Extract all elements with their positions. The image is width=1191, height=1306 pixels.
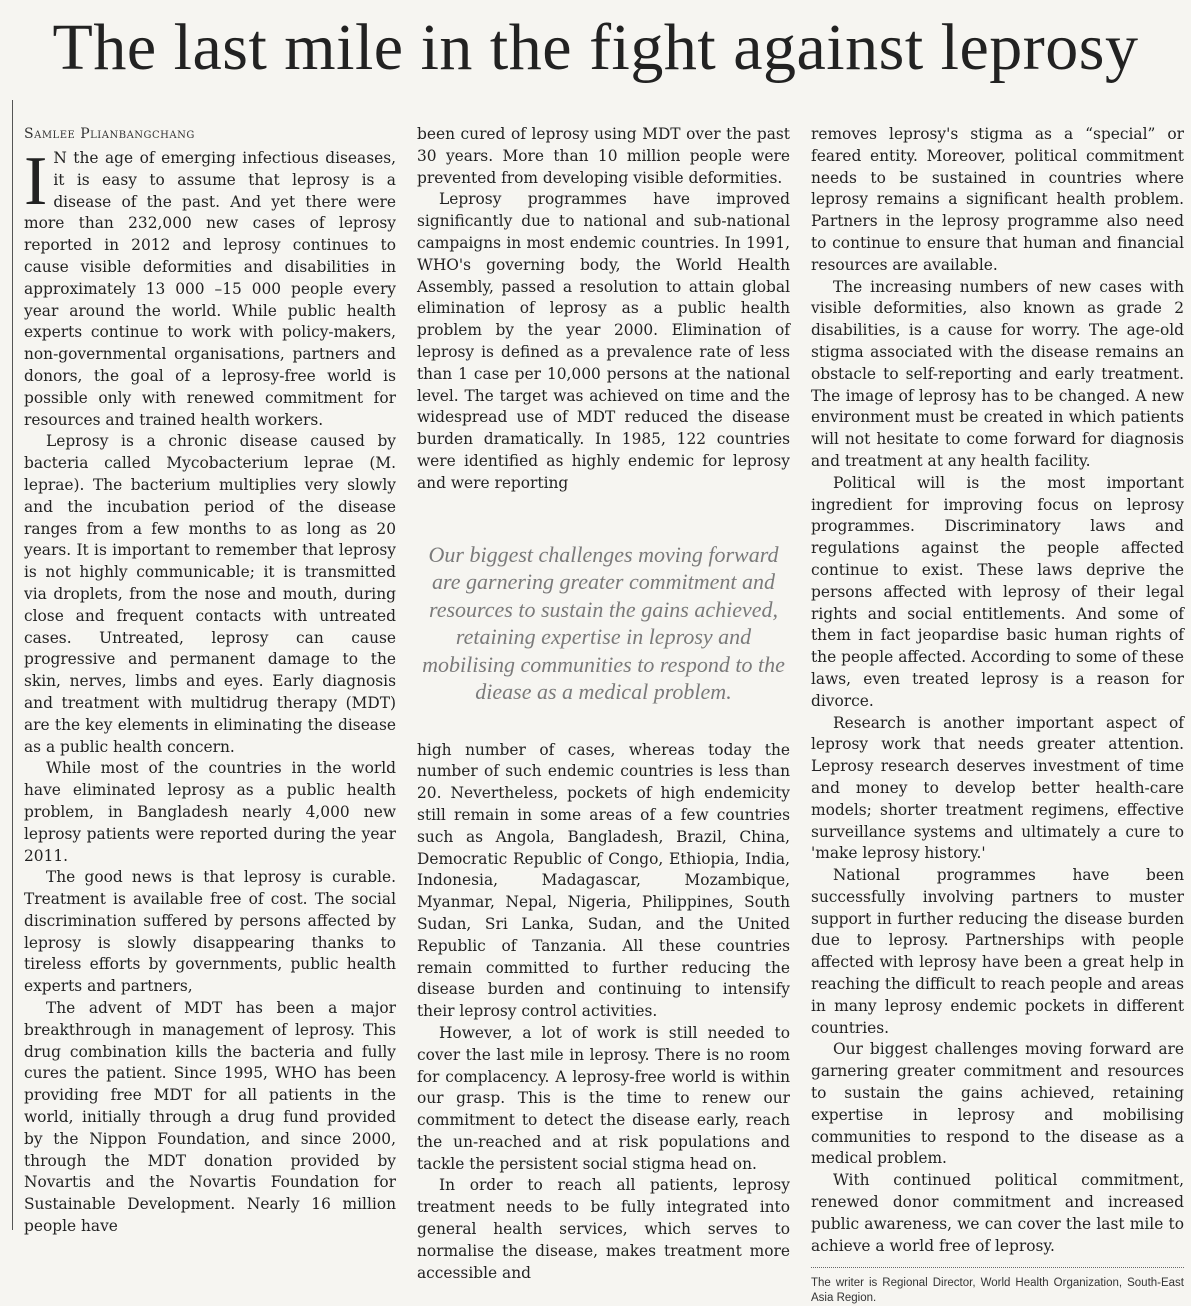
author-note: The writer is Regional Director, World Health Organization, South-East Asia Region.: [811, 1267, 1184, 1306]
article-column-2: [417, 124, 790, 1284]
lead-paragraph-text: N the age of emerging infectious diseases, it is easy to assume that leprosy is a disease of the past. And yet there were more than 232,000 new cases of leprosy reported in 2012 and leprosy continues to cause visible deformities and disabilities in approximately 13 000 –15 000 people every year around the world. While public health experts continue to work with policy-makers, non-governmental organisations, partners and donors, the goal of a leprosy-free world is possible only with renewed commitment for resources and trained health workers.: [24, 149, 396, 429]
adjacent-column-edge: [0, 100, 13, 1230]
paragraph: National programmes have been successfully involving partners to muster support in further reducing the disease burden due to leprosy. Partnerships with people affected with leprosy have been a great help in reaching the difficult to reach people and areas in many leprosy endemic pockets in different countries.: [811, 866, 1184, 1037]
paragraph: The good news is that leprosy is curable. Treatment is available free of cost. The social discrimination suffered by persons affected by leprosy is slowly disappearing thanks to tireless efforts by governments, public health experts and partners,: [24, 868, 396, 996]
paragraph: Leprosy programmes have improved significantly due to national and sub-national campaigns in most endemic countries. In 1991, WHO's governing body, the World Health Assembly, passed a resolution to attain global elimination of leprosy as a public health problem by the year 2000. Elimination of leprosy is defined as a prevalence rate of less than 1 case per 10,000 persons at the national level. The target was achieved on time and the widespread use of MDT reduced the disease burden dramatically. In 1985, 122 countries were identified as highly endemic for leprosy and were reporting: [417, 190, 790, 492]
paragraph: Research is another important aspect of leprosy work that needs greater attention. Leprosy research deserves investment of time and money to develop better health-care models; shorter treatment regimens, effective surveillance systems and ultimately a cure to 'make leprosy history.': [811, 713, 1184, 863]
paragraph: Our biggest challenges moving forward are garnering greater commitment and resources to sustain the gains achieved, retaining expertise in leprosy and mobilising communities to respond to the disease as a medical problem.: [811, 1040, 1184, 1168]
article-column-3: [811, 124, 1184, 1306]
paragraph: While most of the countries in the world have eliminated leprosy as a public health problem, in Bangladesh nearly 4,000 new leprosy patients were reported during the year 2011.: [24, 759, 396, 865]
lead-paragraph: [24, 143, 396, 431]
article-column-1: [24, 124, 396, 1238]
paragraph-continued: removes leprosy's stigma as a “special” or feared entity. Moreover, political commitment needs to be sustained in countries where leprosy remains a significant health problem. Partners in the leprosy programme also need to continue to ensure that human and financial resources are available.: [811, 125, 1184, 274]
headline: The last mile in the fight against leprosy: [52, 11, 1139, 84]
paragraph-continued: high number of cases, whereas today the number of such endemic countries is less than 20. Nevertheless, pockets of high endemicity still remain in some areas of a few countries such as Angola, Bangladesh, Brazil, China, Democratic Republic of Congo, Ethiopia, India, Indonesia, Madagascar, Mozambique, Myanmar, Nepal, Nigeria, Philippines, South Sudan, Sri Lanka, Sudan, and the United Republic of Tanzania. All these countries remain committed to further reducing the disease burden and continuing to intensify their leprosy control activities.: [417, 740, 790, 1021]
paragraph: However, a lot of work is still needed to cover the last mile in leprosy. There is no room for complacency. A leprosy-free world is within our grasp. This is the time to renew our commitment to detect the disease early, reach the un-reached and at risk populations and tackle the persistent social stigma head on.: [417, 1023, 790, 1173]
paragraph: The increasing numbers of new cases with visible deformities, also known as grade 2 disabilities, is a cause for worry. The age-old stigma associated with the disease remains an obstacle to self-reporting and early treatment. The image of leprosy has to be changed. A new environment must be created in which patients will not hesitate to come forward for diagnosis and treatment at any health facility.: [811, 277, 1184, 470]
paragraph: Leprosy is a chronic disease caused by bacteria called Mycobacterium leprae (M. leprae). The bacterium multiplies very slowly and the incubation period of the disease ranges from a few months to as long as 20 years. It is important to remember that leprosy is not highly communicable; it is transmitted via droplets, from the nose and mouth, during close and frequent contacts with untreated cases. Untreated, leprosy can cause progressive and permanent damage to the skin, nerves, limbs and eyes. Early diagnosis and treatment with multidrug therapy (MDT) are the key elements in eliminating the disease as a public health concern.: [24, 432, 396, 756]
paragraph: In order to reach all patients, leprosy treatment needs to be fully integrated into general health services, which serves to normalise the disease, makes treatment more accessible and: [417, 1176, 790, 1282]
paragraph-continued: been cured of leprosy using MDT over the past 30 years. More than 10 million people were prevented from developing visible deformities.: [417, 125, 790, 187]
paragraph: Political will is the most important ingredient for improving focus on leprosy programmes. Discriminatory laws and regulations against the people affected continue to exist. These laws deprive the persons affected with leprosy of their legal rights and social entitlements. And some of them in fact jeopardise basic human rights of the people affected. According to some of these laws, even treated leprosy is a reason for divorce.: [811, 473, 1184, 710]
drop-cap: I: [24, 143, 48, 220]
paragraph: With continued political commitment, renewed donor commitment and increased public awareness, we can cover the last mile to achieve a world free of leprosy.: [811, 1171, 1184, 1255]
paragraph: The advent of MDT has been a major breakthrough in management of leprosy. This drug combination kills the bacteria and fully cures the patient. Since 1995, WHO has been providing free MDT for all patients in the world, initially through a drug fund provided by the Nippon Foundation, and since 2000, through the MDT donation provided by Novartis and the Novartis Foundation for Sustainable Development. Nearly 16 million people have: [24, 999, 396, 1236]
byline: Samlee Plianbangchang: [24, 126, 195, 142]
pull-quote: Our biggest challenges moving forward are garnering greater commitment and resources to sustain the gains achieved, retaining expertise in leprosy and mobilising communities to respond to the diease as a medical problem.: [422, 541, 785, 705]
